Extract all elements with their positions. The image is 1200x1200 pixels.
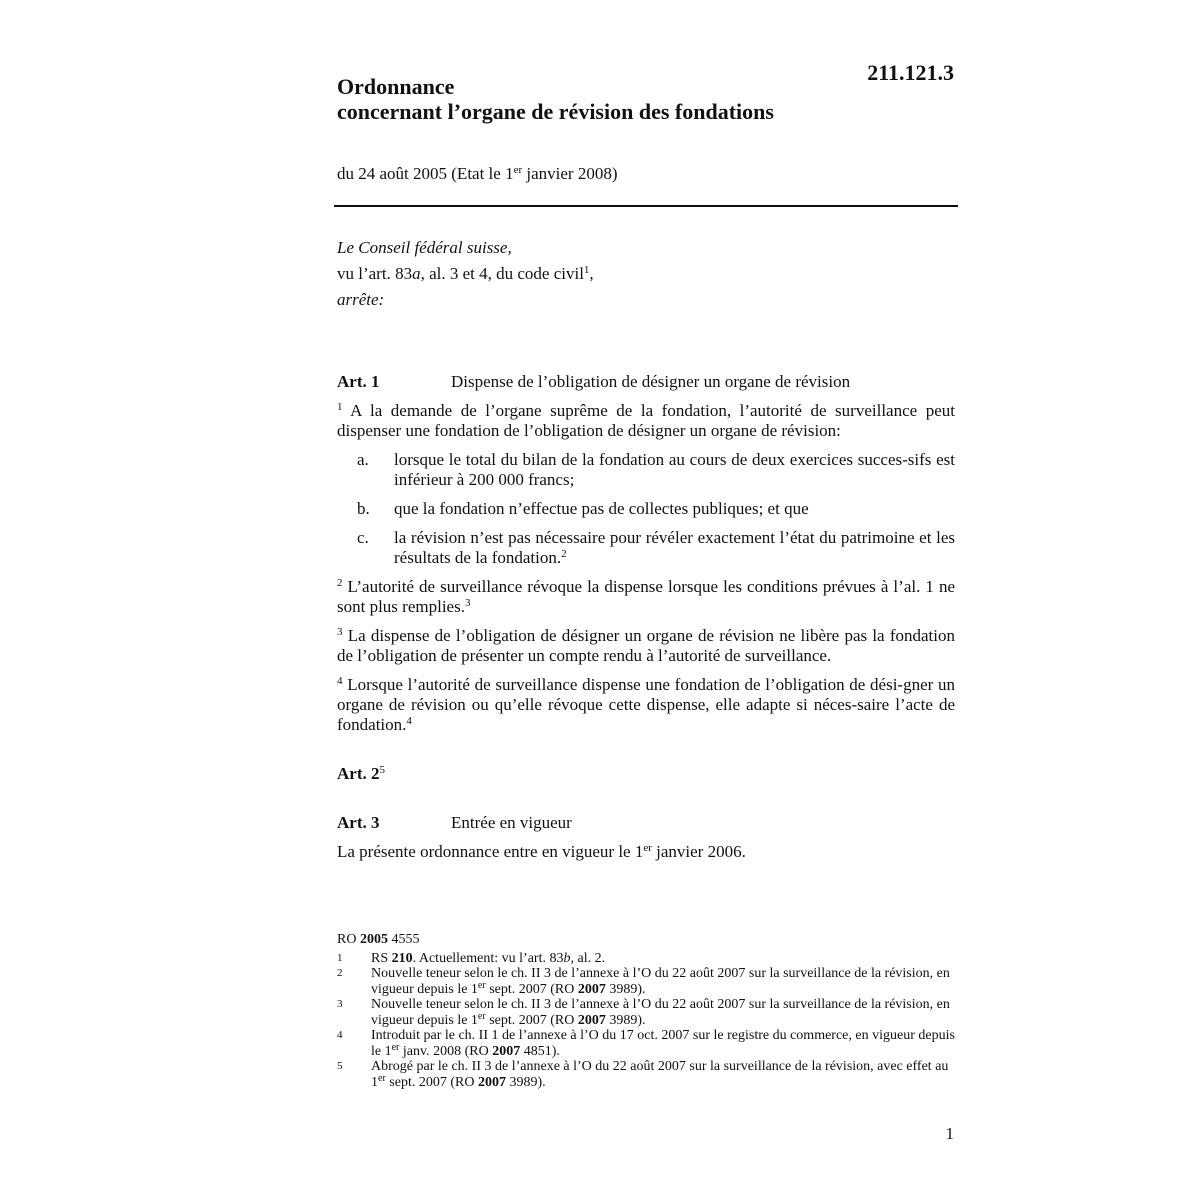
legal-basis: vu l’art. 83a, al. 3 et 4, du code civil$^1$, — [337, 264, 594, 283]
footnote-ref-2[interactable]: 2 — [561, 548, 567, 560]
article-1-paragraph-2: $^2$ L’autorité de surveillance révoque la dispense lorsque les conditions prévues à l’al. 1 ne sont plus remplies.$^3$ — [337, 577, 955, 616]
title-line-1: Ordonnance — [337, 74, 455, 99]
list-item-text: que la fondation n’effectue pas de collectes publiques; et que — [394, 499, 809, 518]
footnote-number: 3 — [337, 998, 343, 1010]
ordinance-date — [337, 164, 617, 184]
article-1-number: Art. 1 — [337, 372, 380, 391]
footnote-ref-5[interactable]: 5 — [379, 764, 385, 776]
article-3-text: La présente ordonnance entre en vigueur le 1er janvier 2006. — [337, 842, 746, 861]
article-1-paragraph-1: $^1$ A la demande de l’organe suprême de la fondation, l’autorité de surveillance peut dispenser une fondation de l’obligation de désigner un organe de révision: — [337, 401, 955, 440]
article-3-heading — [337, 813, 955, 833]
footnote-text: Nouvelle teneur selon le ch. II 3 de l’annexe à l’O du 22 août 2007 sur la surveillance de la révision, en vigueur depuis le 1er sept. 2007 (RO 2007 3989). — [371, 966, 950, 997]
article-1-paragraph-4: $^4$ Lorsque l’autorité de surveillance dispense une fondation de l’obligation de dési-gner un organe de révision ou qu’elle révoque cette dispense, elle adapte si néces-saire l’acte de fondation.$^4$ — [337, 675, 955, 734]
footnote-text: Nouvelle teneur selon le ch. II 3 de l’annexe à l’O du 22 août 2007 sur la surveillance de la révision, en vigueur depuis le 1er sept. 2007 (RO 2007 3989). — [371, 997, 950, 1028]
footnote-item — [337, 951, 955, 967]
list-item — [337, 499, 955, 519]
article-3-title: Entrée en vigueur — [451, 813, 572, 832]
footnote-text: Abrogé par le ch. II 3 de l’annexe à l’O du 22 août 2007 sur la surveillance de la révision, avec effet au 1er sept. 2007 (RO 2007 3989). — [371, 1059, 949, 1090]
decrees: arrête: — [337, 290, 385, 309]
date-text-end: janvier 2008) — [522, 164, 618, 183]
article-2 — [337, 764, 955, 784]
date-text: du 24 août 2005 (Etat le 1 — [337, 164, 514, 183]
articles — [337, 372, 955, 871]
footnote-ref-1[interactable]: 1 — [583, 264, 590, 276]
footnote-item — [337, 966, 955, 997]
header-divider — [334, 205, 958, 207]
official-compilation-ref: RO 2005 4555 — [337, 932, 420, 947]
list-item-text: lorsque le total du bilan de la fondation au cours de deux exercices succes-sifs est inférieur à 200 000 francs; — [394, 450, 955, 489]
article-1-title: Dispense de l’obligation de désigner un organe de révision — [451, 372, 851, 391]
article-3 — [337, 813, 955, 862]
list-item-label: b. — [357, 499, 370, 518]
article-1 — [337, 372, 955, 735]
footnotes — [337, 932, 955, 1090]
date-superscript: er — [513, 164, 523, 176]
footnote-text: RS 210. Actuellement: vu l’art. 83b, al. 2. — [371, 950, 606, 966]
title-line-2: concernant l’organe de révision des fondations — [337, 99, 774, 124]
preamble — [337, 235, 594, 313]
list-item — [337, 528, 955, 568]
footnote-text: Introduit par le ch. II 1 de l’annexe à l’O du 17 oct. 2007 sur le registre du commerce, en vigueur depuis le 1er janv. 2008 (RO 2007 4851). — [371, 1028, 955, 1059]
list-item-label: c. — [357, 528, 369, 547]
footnote-number: 1 — [337, 951, 343, 964]
systematic-number: 211.121.3 — [867, 60, 954, 85]
footnote-item — [337, 1059, 955, 1090]
footnote-item — [337, 997, 955, 1028]
list-item — [337, 450, 955, 490]
footnote-number: 5 — [337, 1060, 343, 1072]
footnote-list — [337, 951, 955, 1091]
article-2-number: Art. 2 — [337, 764, 380, 783]
page-title — [337, 74, 774, 124]
footnote-number: 2 — [337, 967, 343, 979]
footnote-number: 4 — [337, 1029, 343, 1041]
list-item-label: a. — [357, 450, 369, 469]
article-3-number: Art. 3 — [337, 813, 380, 832]
page-number: 1 — [945, 1124, 954, 1143]
article-1-paragraph-3: $^3$ La dispense de l’obligation de désigner un organe de révision ne libère pas la fondation de l’obligation de présenter un compte rendu à l’autorité de surveillance. — [337, 626, 955, 665]
footnote-ref-4[interactable]: 4 — [406, 715, 412, 727]
footnote-ref-3[interactable]: 3 — [464, 597, 471, 609]
authority: Le Conseil fédéral suisse, — [337, 238, 512, 257]
list-item-text: la révision n’est pas nécessaire pour révéler exactement l’état du patrimoine et les résultats de la fondation.$^2$ — [394, 528, 955, 567]
footnote-item — [337, 1028, 955, 1059]
article-1-list — [337, 450, 955, 568]
article-1-heading — [337, 372, 955, 392]
